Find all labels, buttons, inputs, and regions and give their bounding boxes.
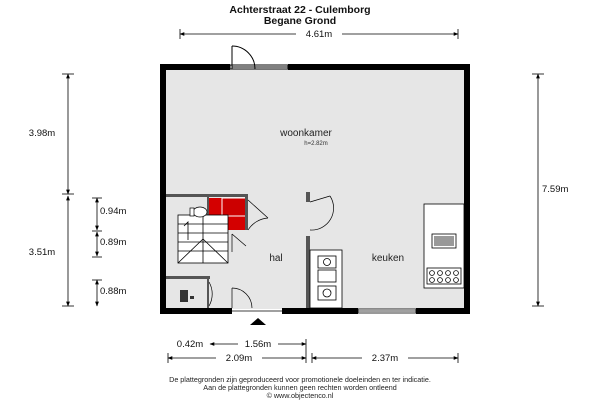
entrance-marker	[250, 318, 266, 325]
disclaimer-line1: De plattegronden zijn geproduceerd voor promotionele doeleinden en ter indicatie.	[169, 375, 431, 384]
toilet-fixture	[190, 207, 207, 217]
dim-left-upper: 3.98m	[28, 128, 56, 139]
dim-left-lower: 3.51m	[28, 247, 56, 258]
staircase	[178, 215, 228, 263]
room-height-living: h=2.82m	[304, 141, 328, 147]
dim-left-step3: 0.88m	[100, 286, 127, 297]
kitchen-counter-left	[310, 250, 342, 308]
dim-bottom-right: 2.37m	[371, 353, 399, 364]
plan-title: Achterstraat 22 - Culemborg	[229, 4, 371, 16]
toilet-wall-box	[222, 198, 247, 216]
room-label-kitchen: keuken	[371, 253, 405, 264]
dim-left-step1: 0.94m	[100, 206, 127, 217]
room-label-living: woonkamer	[280, 128, 332, 139]
floor-name: Begane Grond	[263, 15, 337, 27]
copyright-line: © www.objectenco.nl	[266, 391, 334, 400]
front-window	[358, 309, 416, 313]
dim-top-width: 4.61m	[305, 29, 333, 40]
disclaimer-line2: Aan de plattegronden kunnen geen rechten worden ontleend	[203, 383, 397, 392]
dim-left-step2: 0.89m	[100, 237, 127, 248]
dim-bottom-left: 2.09m	[225, 353, 253, 364]
room-label-hall: hal	[269, 253, 283, 264]
dim-right-height: 7.59m	[542, 184, 569, 195]
back-door	[230, 46, 288, 69]
dim-bottom-small1: 0.42m	[176, 339, 204, 350]
dim-bottom-small2: 1.56m	[244, 339, 272, 350]
sink-basin	[434, 236, 454, 246]
